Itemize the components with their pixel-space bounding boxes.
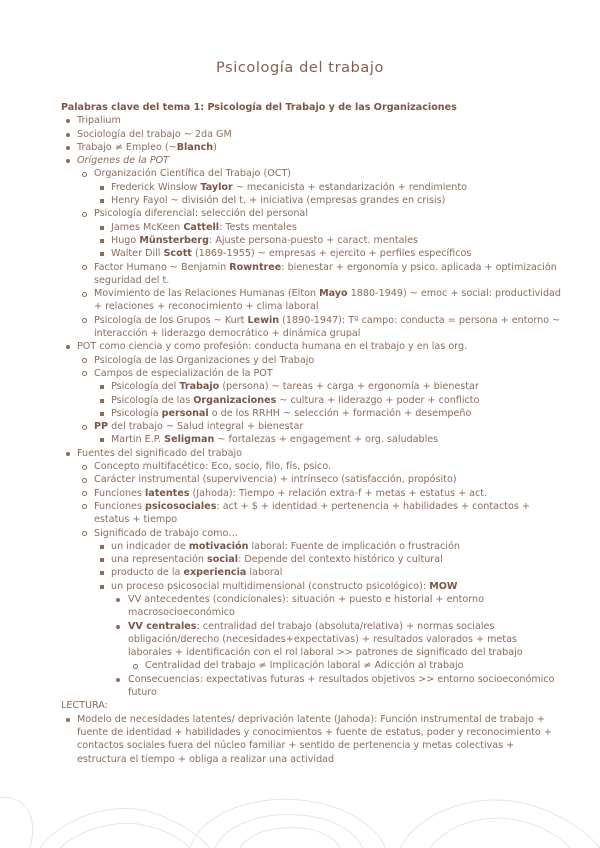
list-item: Frederick Winslow Taylor ~ mecanicista + estandarización + rendimiento bbox=[94, 181, 561, 194]
list-item: Walter Dill Scott (1869-1955) ~ empresas + ejercito + perfiles específicos bbox=[94, 247, 561, 260]
list-item: un indicador de motivación laboral: Fuente de implicación o frustración bbox=[94, 540, 561, 553]
lectura-list bbox=[61, 713, 561, 766]
list-item: Concepto multifacético: Eco, socio, filo, fís, psico. bbox=[77, 460, 561, 473]
topic-heading: Palabras clave del tema 1: Psicología del Trabajo y de las Organizaciones bbox=[61, 102, 457, 113]
list-item: Fuentes del significado del trabajo Concepto multifacético: Eco, socio, filo, fís, psico. Carácter instrumental (supervivencia) + intrínseco (satisfacción, propósito) Funciones latentes (Jahoda): Tiempo + relación extra-f + metas + estatus + act. Funciones psicosociales: act + $ + identidad + pertenencia + habilidades + contactos + estatus + tiempo Significado de trabajo como… un indicador de motivación laboral: Fuente de implicación o frustración una representación social: Depende del contexto histórico y cultural producto de la experiencia laboral un proceso psicosocial multidimensional (constructo psicológico): MOW VV antecedentes (condicionales): situación + puesto e historial + entorno macrosocioeconómico VV centrales: centralidad del trabajo (absoluta/relativa) + normas sociales obligación/derecho (necesidades+expectativas) + resultados valorados + metas laborales + identificación con el rol laboral >> patrones de significado del trabajo Centralidad del trabajo ≠ Implicación laboral ≠ Adicción al trabajo Consecuencias: expectativas futuras + resultados objetivos >> entorno socioeconómico futuro bbox=[61, 447, 561, 700]
list-item: Sociología del trabajo ~ 2da GM bbox=[61, 128, 561, 141]
list-item: producto de la experiencia laboral bbox=[94, 566, 561, 579]
list-item: Consecuencias: expectativas futuras + resultados objetivos >> entorno socioeconómico futuro bbox=[111, 673, 561, 700]
list-item: Carácter instrumental (supervivencia) + intrínseco (satisfacción, propósito) bbox=[77, 473, 561, 486]
list-item: Psicología de los Grupos ~ Kurt Lewin (1890-1947): Tº campo: conducta = persona + entorno ~ interacción + liderazgo democrático + dinámica grupal bbox=[77, 314, 561, 341]
list-item: Funciones psicosociales: act + $ + identidad + pertenencia + habilidades + contactos + estatus + tiempo bbox=[77, 500, 561, 527]
list-item: Hugo Münsterberg: Ajuste persona-puesto + caract. mentales bbox=[94, 234, 561, 247]
list-item: Tripalium bbox=[61, 114, 561, 127]
list-item: Movimiento de las Relaciones Humanas (Elton Mayo 1880-1949) ~ emoc + social: productividad + relaciones + reconocimiento + clima laboral bbox=[77, 287, 561, 314]
lectura-label: LECTURA: bbox=[61, 700, 108, 712]
list-item: una representación social: Depende del contexto histórico y cultural bbox=[94, 553, 561, 566]
list-item: Henry Fayol ~ división del t. + iniciativa (empresas grandes en crisis) bbox=[94, 194, 561, 207]
list-item: Campos de especialización de la POT Psicología del Trabajo (persona) ~ tareas + carga + ergonomía + bienestar Psicología de las Organizaciones ~ cultura + liderazgo + poder + conflicto Psicología personal o de los RRHH ~ selección + formación + desempeño bbox=[77, 367, 561, 420]
main-list bbox=[61, 114, 561, 699]
list-item: Psicología de las Organizaciones ~ cultura + liderazgo + poder + conflicto bbox=[94, 394, 561, 407]
list-item: Orígenes de la POT Organización Científica del Trabajo (OCT) Frederick Winslow Taylor ~ mecanicista + estandarización + rendimiento Henry Fayol ~ división del t. + iniciativa (empresas grandes en crisis) Psicología diferencial: selección del personal James McKeen Cattell: Tests mentales Hugo Münsterberg: Ajuste persona-puesto + caract. mentales Walter Dill Scott (1869-1955) ~ empresas + ejercito + perfiles específicos Factor Humano ~ Benjamin Rowntree: bienestar + ergonomía y psico. aplicada + optimización seguridad del t. Movimiento de las Relaciones Humanas (Elton Mayo 1880-1949) ~ emoc + social: productividad + relaciones + reconocimiento + clima laboral Psicología de los Grupos ~ Kurt Lewin (1890-1947): Tº campo: conducta = persona + entorno ~ interacción + liderazgo democrático + dinámica grupal bbox=[61, 154, 561, 340]
list-item: un proceso psicosocial multidimensional (constructo psicológico): MOW VV antecedentes (condicionales): situación + puesto e historial + entorno macrosocioeconómico VV centrales: centralidad del trabajo (absoluta/relativa) + normas sociales obligación/derecho (necesidades+expectativas) + resultados valorados + metas laborales + identificación con el rol laboral >> patrones de significado del trabajo Centralidad del trabajo ≠ Implicación laboral ≠ Adicción al trabajo Consecuencias: expectativas futuras + resultados objetivos >> entorno socioeconómico futuro bbox=[94, 580, 561, 700]
list-item: Martin E.P. Seligman ~ fortalezas + engagement + org. saludables bbox=[94, 433, 561, 446]
list-item: Funciones latentes (Jahoda): Tiempo + relación extra-f + metas + estatus + act. bbox=[77, 487, 561, 500]
list-item: Organización Científica del Trabajo (OCT) Frederick Winslow Taylor ~ mecanicista + estandarización + rendimiento Henry Fayol ~ división del t. + iniciativa (empresas grandes en crisis) bbox=[77, 167, 561, 207]
list-item: POT como ciencia y como profesión: conducta humana en el trabajo y en las org. Psicología de las Organizaciones y del Trabajo Campos de especialización de la POT Psicología del Trabajo (persona) ~ tareas + carga + ergonomía + bienestar Psicología de las Organizaciones ~ cultura + liderazgo + poder + conflicto Psicología personal o de los RRHH ~ selección + formación + desempeño PP del trabajo ~ Salud integral + bienestar Martin E.P. Seligman ~ fortalezas + engagement + org. saludables bbox=[61, 340, 561, 446]
list-item: Factor Humano ~ Benjamin Rowntree: bienestar + ergonomía y psico. aplicada + optimización seguridad del t. bbox=[77, 261, 561, 288]
page-title: Psicología del trabajo bbox=[215, 60, 385, 76]
list-item: VV centrales: centralidad del trabajo (absoluta/relativa) + normas sociales obligación/derecho (necesidades+expectativas) + resultados valorados + metas laborales + identificación con el rol laboral >> patrones de significado del trabajo Centralidad del trabajo ≠ Implicación laboral ≠ Adicción al trabajo bbox=[111, 620, 561, 673]
document-body bbox=[61, 101, 561, 766]
list-item: PP del trabajo ~ Salud integral + bienestar Martin E.P. Seligman ~ fortalezas + engagement + org. saludables bbox=[77, 420, 561, 447]
list-item: Modelo de necesidades latentes/ deprivación latente (Jahoda): Función instrumental de trabajo + fuente de identidad + habilidades y conocimientos + fuente de estatus, poder y reconocimiento + contactos sociales fuera del núcleo familiar + sentido de pertenencia y metas colectivas + estructura el tiempo + obliga a realizar una actividad bbox=[61, 713, 561, 766]
list-item: Psicología personal o de los RRHH ~ selección + formación + desempeño bbox=[94, 407, 561, 420]
list-item: Psicología diferencial: selección del personal James McKeen Cattell: Tests mentales Hugo Münsterberg: Ajuste persona-puesto + caract. mentales Walter Dill Scott (1869-1955) ~ empresas + ejercito + perfiles específicos bbox=[77, 207, 561, 260]
list-item: James McKeen Cattell: Tests mentales bbox=[94, 221, 561, 234]
list-item: Centralidad del trabajo ≠ Implicación laboral ≠ Adicción al trabajo bbox=[128, 659, 561, 672]
list-item: VV antecedentes (condicionales): situación + puesto e historial + entorno macrosocioeconómico bbox=[111, 593, 561, 620]
list-item: Significado de trabajo como… un indicador de motivación laboral: Fuente de implicación o frustración una representación social: Depende del contexto histórico y cultural producto de la experiencia laboral un proceso psicosocial multidimensional (constructo psicológico): MOW VV antecedentes (condicionales): situación + puesto e historial + entorno macrosocioeconómico VV centrales: centralidad del trabajo (absoluta/relativa) + normas sociales obligación/derecho (necesidades+expectativas) + resultados valorados + metas laborales + identificación con el rol laboral >> patrones de significado del trabajo Centralidad del trabajo ≠ Implicación laboral ≠ Adicción al trabajo Consecuencias: expectativas futuras + resultados objetivos >> entorno socioeconómico futuro bbox=[77, 527, 561, 700]
list-item: Psicología de las Organizaciones y del Trabajo bbox=[77, 354, 561, 367]
list-item: Trabajo ≠ Empleo (~Blanch) bbox=[61, 141, 561, 154]
list-item: Psicología del Trabajo (persona) ~ tareas + carga + ergonomía + bienestar bbox=[94, 380, 561, 393]
